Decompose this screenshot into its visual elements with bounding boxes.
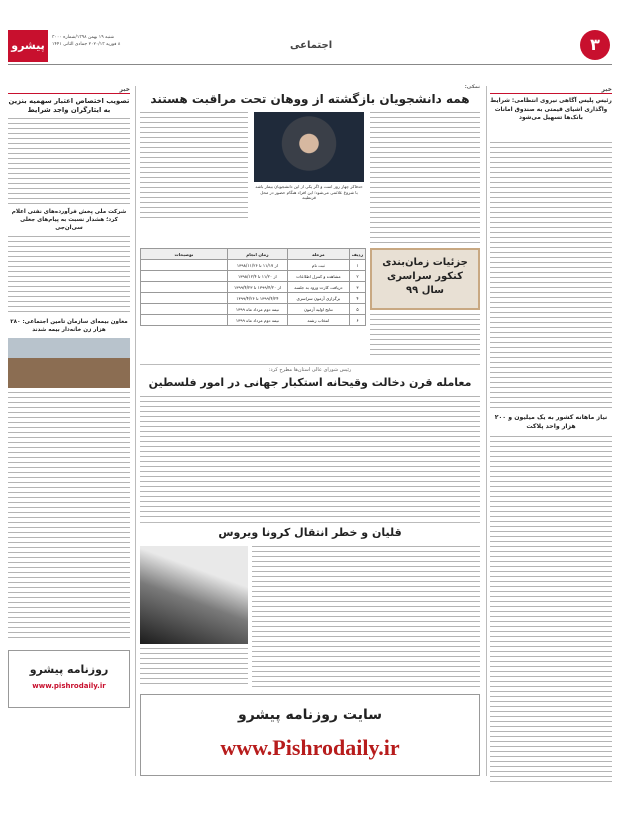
left-news2-body — [8, 236, 130, 316]
table-cell: از ۱۳۹۹/۴/۲۰ تا ۱۳۹۹/۴/۲۳ — [227, 282, 287, 293]
story2-kicker: رئیس شورای عالی استان‌ها مطرح کرد: — [268, 367, 352, 373]
table-row — [141, 304, 366, 315]
page-number-badge — [580, 30, 610, 60]
left-label: خبر — [119, 86, 130, 93]
header-rule — [8, 64, 612, 65]
story3-body-right — [252, 546, 480, 688]
table-header: زمان انجام — [227, 249, 287, 260]
left-news1-title: تصویب اختصاص اعتبار سهمیه بنزین به ایثارگران واجد شرایط — [8, 97, 130, 114]
building-photo — [8, 338, 130, 388]
right-news2-title: نیاز ماهانه کشور به یک میلیون و ۲۰۰ هزار واحد پلاکت — [494, 414, 608, 430]
table-cell: از ۱۱/۱۷ تا ۱۳۹۸/۱۱/۲۶ — [227, 260, 287, 271]
story2-rule — [140, 364, 480, 365]
right-news1-body — [490, 142, 612, 410]
table-cell: برگزاری آزمون سراسری — [287, 293, 349, 304]
schedule-table — [140, 248, 366, 326]
table-cell: ۳ — [349, 282, 365, 293]
photo-caption: حدفاکر چهار روز است و اگر یکی از این دانشجویان بیمار باشد با شروع علائمی می‌شود؛ این افراد هنگام حضور در محل قرنطینه — [255, 184, 363, 201]
logo-box — [8, 30, 48, 62]
timeline-title: جزئیات زمان‌بندی کنکور سراسری سال ۹۹ — [382, 257, 468, 296]
table-cell: نیمه دوم مرداد ماه ۱۳۹۹ — [227, 304, 287, 315]
right-col-divider — [486, 86, 487, 776]
table-cell: ۲ — [349, 271, 365, 282]
table-cell: مشاهده و کنترل اطلاعات — [287, 271, 349, 282]
table-cell: ۶ — [349, 315, 365, 326]
table-cell: انتخاب رشته — [287, 315, 349, 326]
table-cell: ۴ — [349, 293, 365, 304]
left-news3-body — [8, 392, 130, 642]
table-cell — [141, 315, 228, 326]
main-body-left — [140, 112, 248, 222]
table-row — [141, 282, 366, 293]
bottom-banner-url: www.Pishrodaily.ir — [220, 735, 400, 760]
left-ad-title: روزنامه پیشرو — [29, 663, 109, 676]
date-block — [52, 34, 120, 48]
page-number: ۳ — [590, 35, 600, 54]
table-cell: نتایج اولیه آزمون — [287, 304, 349, 315]
story3-rule — [140, 522, 480, 523]
right-news2-body — [490, 436, 612, 786]
table-header: توضیحات — [141, 249, 228, 260]
table-cell — [141, 304, 228, 315]
story3-body-left — [140, 648, 248, 688]
story2-body — [140, 396, 480, 518]
table-header-row — [141, 249, 366, 260]
table-cell: دریافت کارت ورود به جلسه — [287, 282, 349, 293]
table-cell: نیمه دوم مرداد ماه ۱۳۹۹ — [227, 315, 287, 326]
date-line-2: ۸ فوریه ۲۰۲۰/۱۳ جمادی الثانی ۱۴۴۱ — [52, 42, 121, 47]
left-news1-body — [8, 118, 130, 206]
main-headline: همه دانشجویان بازگشته از ووهان تحت مراقبت هستند — [150, 92, 470, 106]
table-cell: از ۱۱/۲۰ تا ۱۳۹۸/۱۲/۴ — [227, 271, 287, 282]
table-row — [141, 315, 366, 326]
main-kicker: نمکی: — [464, 84, 480, 90]
table-row — [141, 293, 366, 304]
table-cell — [141, 271, 228, 282]
left-ad-url: www.pishrodaily.ir — [32, 682, 106, 690]
right-label: خبر — [601, 86, 612, 93]
main-body-right — [370, 112, 480, 244]
table-cell: ثبت نام — [287, 260, 349, 271]
right-news1-title: رئیس پلیس آگاهی نیروی انتظامی: شرایط واگذاری اشیای قیمتی به صندوق امانات بانک‌ها تسهیل می‌شود — [490, 98, 612, 121]
table-row — [141, 260, 366, 271]
right-label-bar — [490, 86, 612, 94]
timeline-body — [370, 314, 480, 358]
left-label-bar — [8, 86, 130, 94]
table-row — [141, 271, 366, 282]
table-header: مرحله — [287, 249, 349, 260]
left-news2-title: شرکت ملی پخش فرآورده‌های نفتی اعلام کرد؛ هشدار نسبت به پیام‌های جعلی سی‌ان‌جی — [11, 209, 127, 231]
logo-text: پیشرو — [11, 39, 45, 52]
story3-headline: قلیان و خطر انتقال کرونا ویروس — [218, 526, 402, 539]
section-title: اجتماعی — [290, 40, 333, 51]
hookah-photo — [140, 546, 248, 644]
left-ad-box — [8, 650, 130, 708]
bottom-banner-title: سایت روزنامه پیشرو — [238, 707, 382, 723]
left-col-divider — [135, 86, 136, 776]
minister-photo — [254, 112, 364, 182]
bottom-banner — [140, 694, 480, 776]
table-cell: ۵ — [349, 304, 365, 315]
date-line-1: شنبه ۱۹ بهمن ۱۳۹۸/شماره ۳۰۰۰ — [52, 35, 114, 40]
table-cell — [141, 260, 228, 271]
table-header: ردیف — [349, 249, 365, 260]
timeline-box — [370, 248, 480, 310]
table-cell: ۱۳۹۹/۴/۲۴ تا ۱۳۹۹/۴/۲۶ — [227, 293, 287, 304]
left-news3-title: معاون بیمه‌ای سازمان تامین اجتماعی: ۲۸۰ هزار زن خانه‌دار بیمه شدند — [10, 319, 128, 333]
table-cell: ۱ — [349, 260, 365, 271]
table-cell — [141, 293, 228, 304]
story2-headline: معامله قرن دخالت وقیحانه استکبار جهانی در امور فلسطین — [148, 376, 472, 389]
table-cell — [141, 282, 228, 293]
